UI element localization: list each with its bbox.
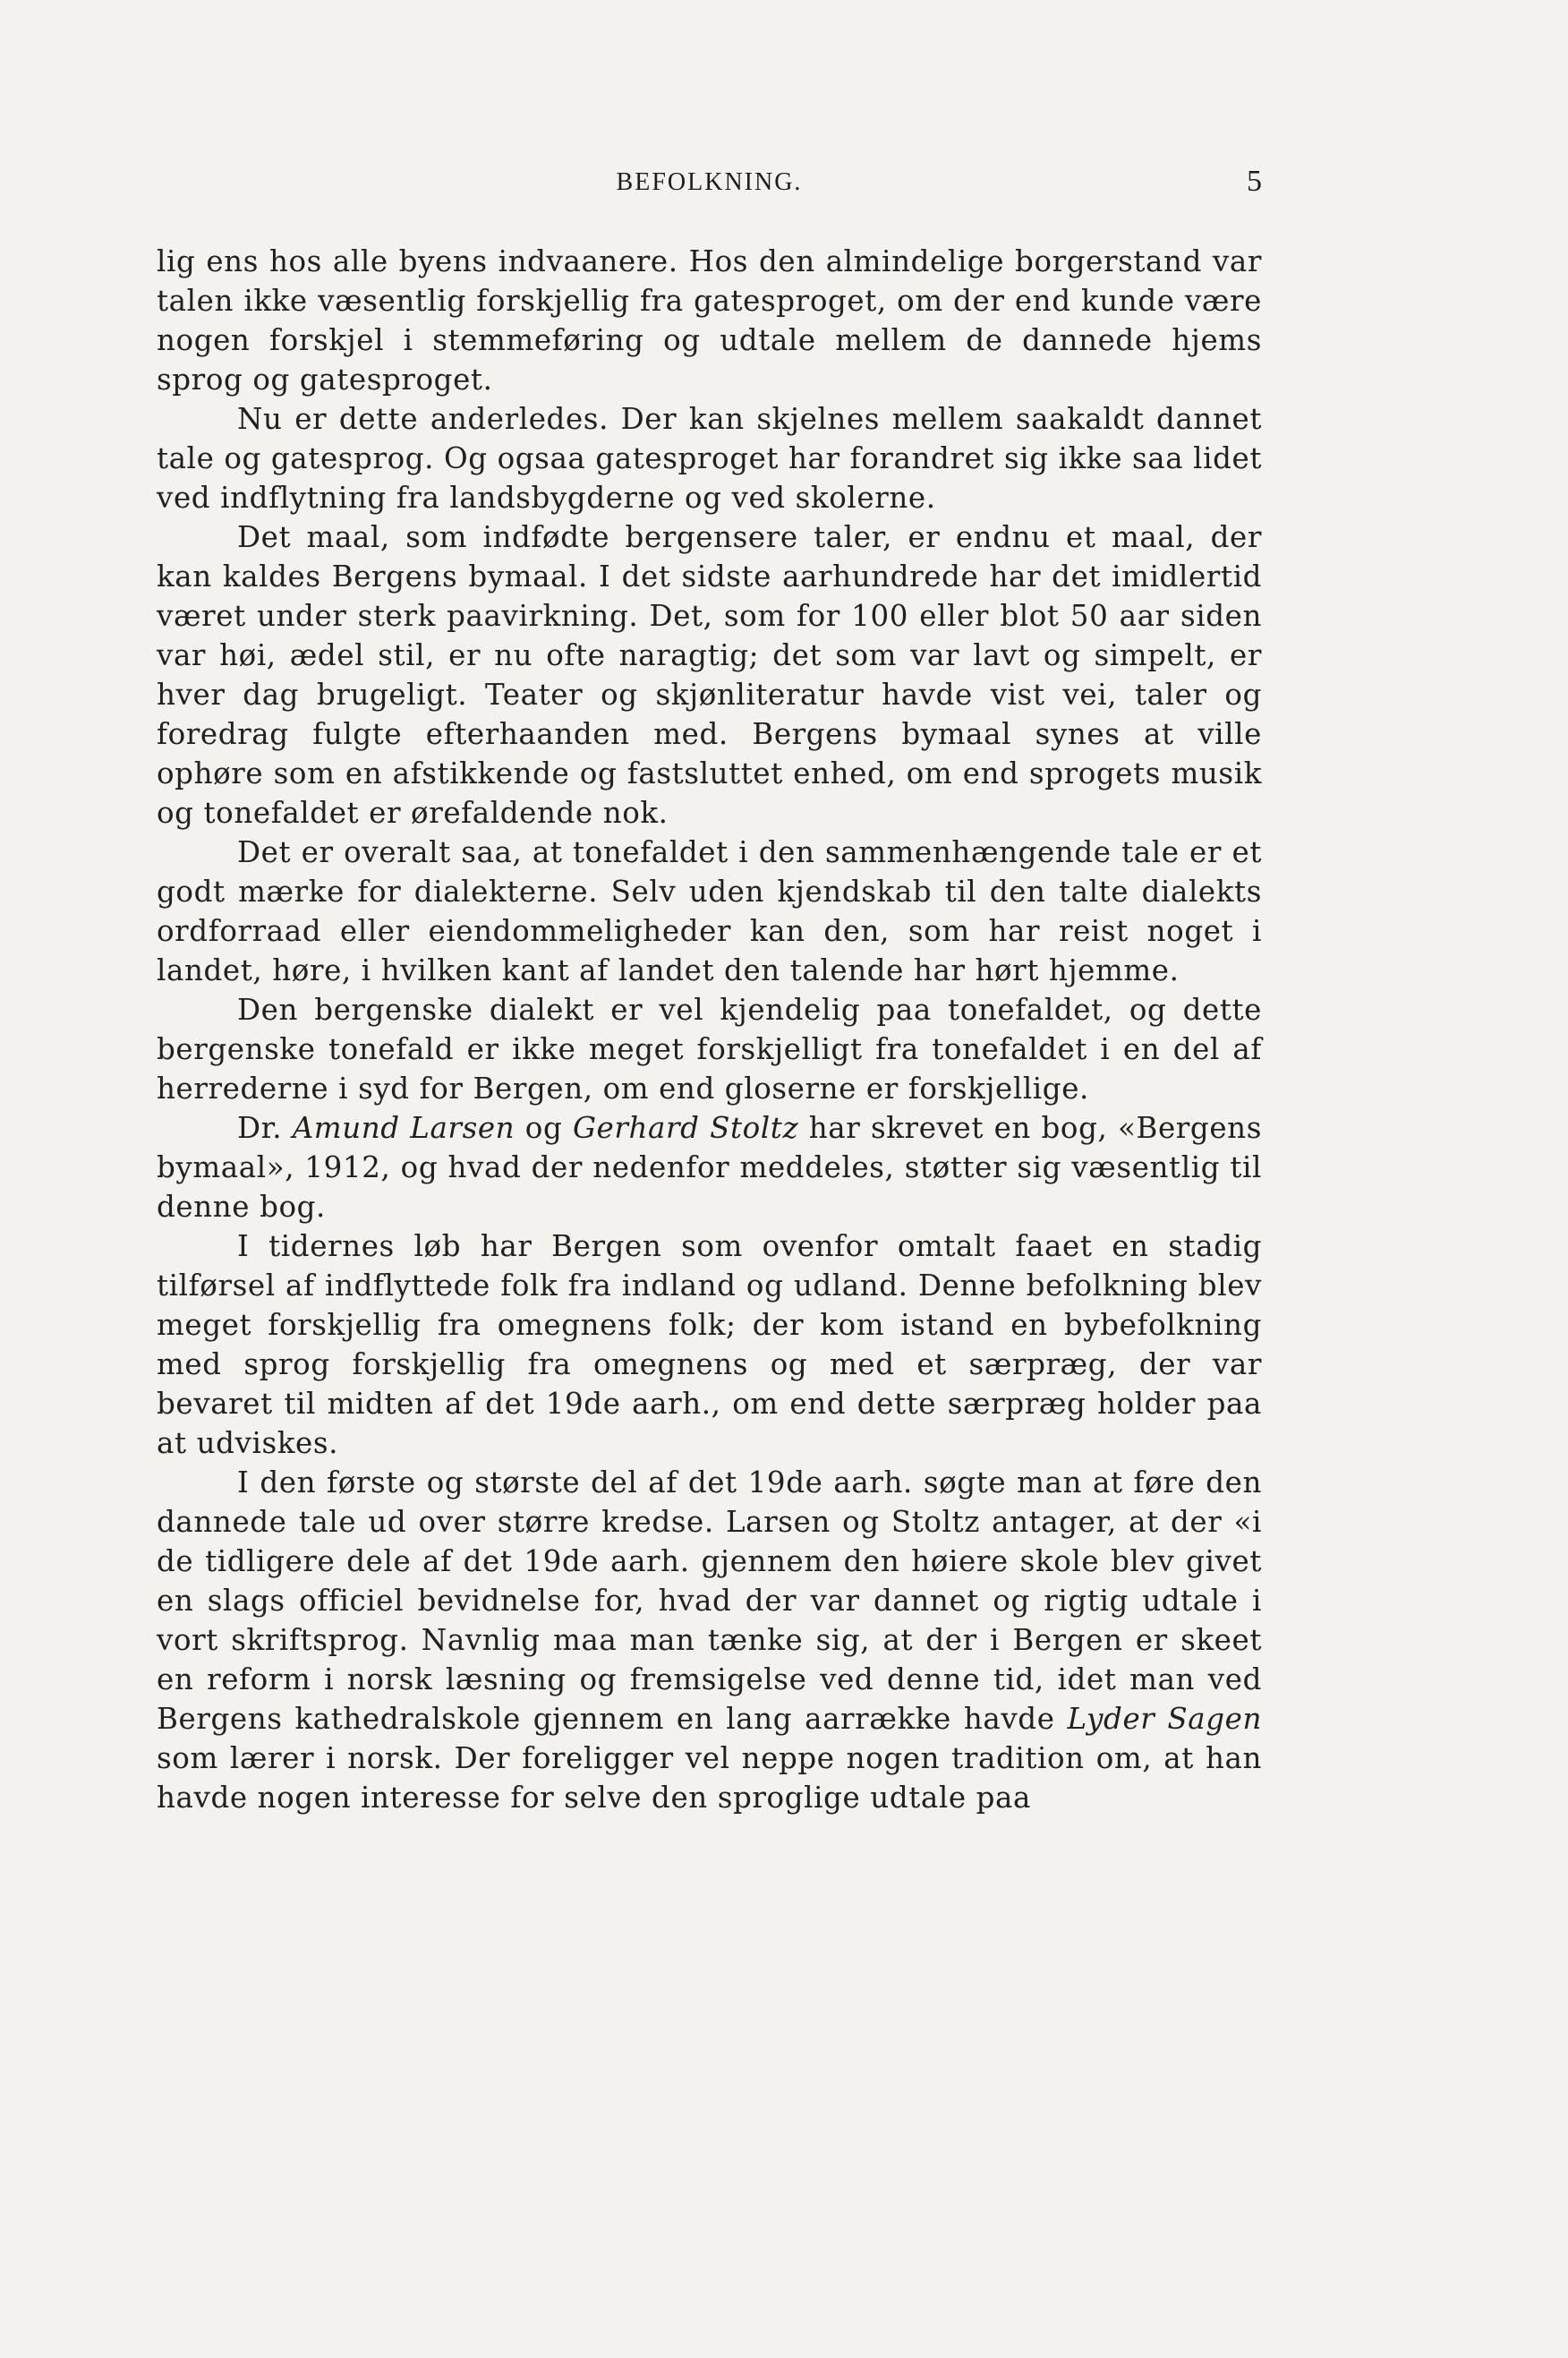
italic-name: Amund Larsen <box>292 1111 516 1145</box>
text-run: I den første og største del af det 19de aarh. søgte man at føre den dannede tale ud over større kredse. Larsen og Stoltz antager, at der «i de tidligere dele af det 19de aarh. gjennem den høiere skole blev givet en slags officiel bevidnelse for, hvad der var dannet og rigtig udtale i vort skriftsprog. Navnlig maa man tænke sig, at der i Bergen er skeet en reform i norsk læsning og fremsigelse ved denne tid, idet man ved Bergens kathedralskole gjennem en lang aarrække havde <box>157 1465 1262 1736</box>
text-run: lig ens hos alle byens indvaanere. Hos den almindelige borgerstand var talen ikke væsentlig forskjellig fra gatesproget, om der end kunde være nogen forskjel i stemmeføring og udtale mellem de dannede hjems sprog og gatesproget. <box>157 244 1262 397</box>
text-run: Nu er dette anderledes. Der kan skjelnes mellem saakaldt dannet tale og gatesprog. Og ogsaa gatesproget har forandret sig ikke saa lidet ved indflytning fra landsbygderne og ved skolerne. <box>157 402 1263 515</box>
page-number: 5 <box>1247 165 1262 198</box>
paragraph-3 <box>157 517 1262 833</box>
paragraph-6 <box>157 1108 1262 1226</box>
paragraph-8 <box>157 1463 1262 1817</box>
paragraph-7 <box>157 1226 1262 1463</box>
text-run: Den bergenske dialekt er vel kjendelig paa tonefaldet, og dette bergenske tonefald er ikke meget forskjelligt fra tonefaldet i en del af herrederne i syd for Bergen, om end gloserne er forskjellige. <box>157 993 1262 1106</box>
text-run: Det er overalt saa, at tonefaldet i den sammenhængende tale er et godt mærke for dialekterne. Selv uden kjendskab til den talte dialekts ordforraad eller eiendommeligheder kan den, som har reist noget i landet, høre, i hvilken kant af landet den talende har hørt hjemme. <box>157 835 1262 987</box>
paragraph-4 <box>157 833 1262 990</box>
paragraph-1 <box>157 242 1262 399</box>
text-run: I tidernes løb har Bergen som ovenfor omtalt faaet en stadig tilførsel af indflyttede folk fra indland og udland. Denne befolkning blev meget forskjellig fra omegnens folk; der kom istand en bybefolkning med sprog forskjellig fra omegnens og med et særpræg, der var bevaret til midten af det 19de aarh., om end dette særpræg holder paa at udviskes. <box>157 1229 1262 1460</box>
text-run: som lærer i norsk. Der foreligger vel neppe nogen tradition om, at han havde nogen interesse for selve den sproglige udtale paa <box>157 1741 1262 1815</box>
running-header <box>157 165 1262 204</box>
text-run: Dr. <box>237 1111 293 1145</box>
italic-name: Lyder Sagen <box>1067 1702 1262 1736</box>
text-run: og <box>515 1111 573 1145</box>
italic-name: Gerhard Stoltz <box>572 1111 799 1145</box>
paragraph-2 <box>157 399 1262 517</box>
text-run: har skrevet en bog, «Bergens bymaal», 1912, og hvad der nedenfor meddeles, støtter sig væsentlig til denne bog. <box>157 1111 1262 1224</box>
paragraph-5 <box>157 990 1262 1108</box>
section-title: BEFOLKNING. <box>616 168 803 196</box>
body-text <box>157 242 1262 1817</box>
text-run: Det maal, som indfødte bergensere taler, er endnu et maal, der kan kaldes Bergens bymaal. I det sidste aarhundrede har det imidlertid været under sterk paavirkning. Det, som for 100 eller blot 50 aar siden var høi, ædel stil, er nu ofte naragtig; det som var lavt og simpelt, er hver dag brugeligt. Teater og skjønliteratur havde vist vei, taler og foredrag fulgte efterhaanden med. Bergens bymaal synes at ville ophøre som en afstikkende og fastsluttet enhed, om end sprogets musik og tonefaldet er ørefaldende nok. <box>157 520 1262 830</box>
